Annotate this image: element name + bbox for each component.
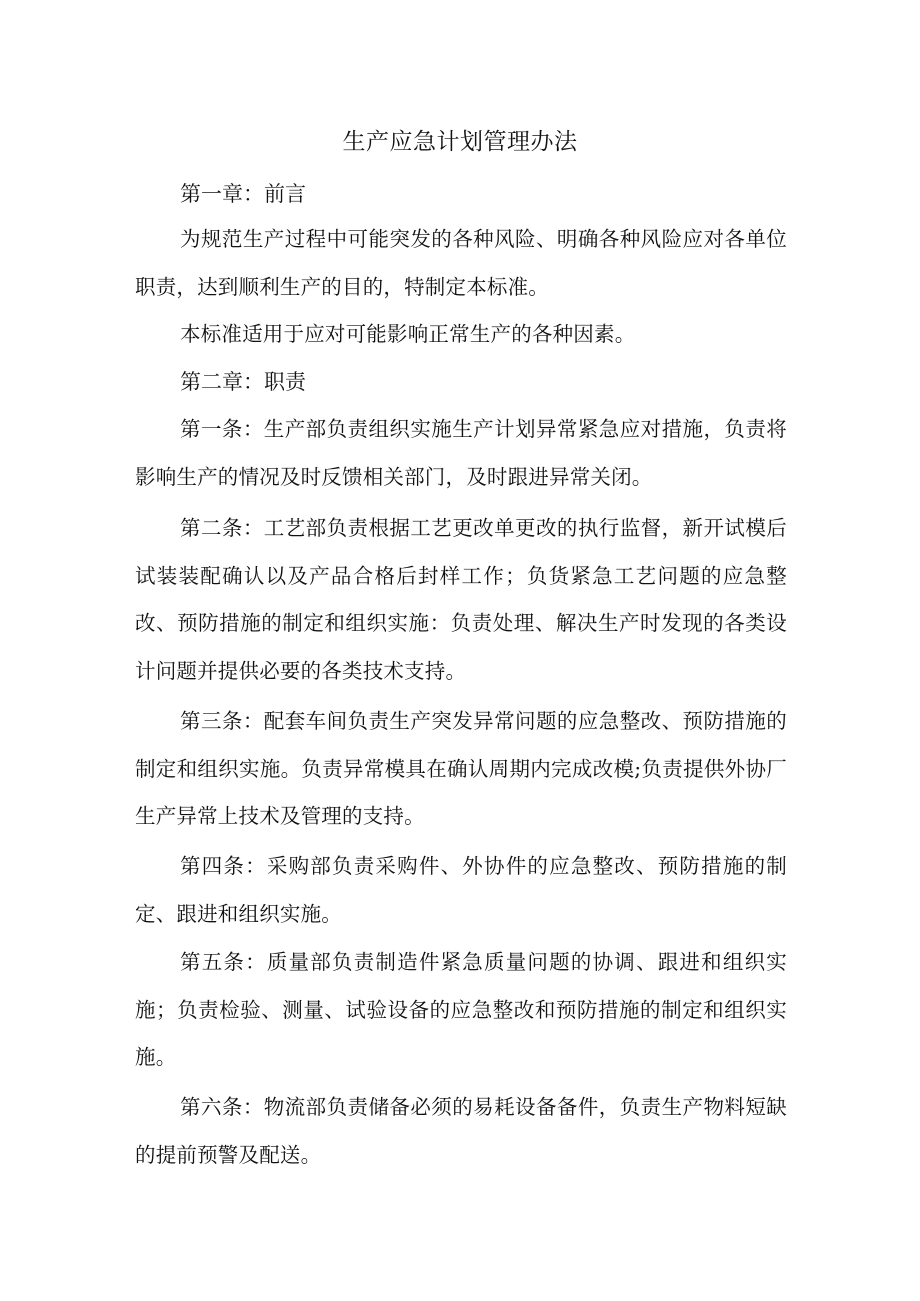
article-5: 第五条：质量部负责制造件紧急质量问题的协调、跟进和组织实施；负责检验、测量、试验设备的应急整改和预防措施的制定和组织实施。	[135, 950, 787, 1069]
chapter-2-heading: 第二章：职责	[180, 370, 306, 394]
article-3: 第三条：配套车间负责生产突发异常问题的应急整改、预防措施的制定和组织实施。负责异常模具在确认周期内完成改模;负责提供外协厂生产异常上技术及管理的支持。	[135, 709, 787, 828]
article-1: 第一条：生产部负责组织实施生产计划异常紧急应对措施，负责将影响生产的情况及时反馈相关部门，及时跟进异常关闭。	[135, 417, 787, 489]
article-2: 第二条：工艺部负责根据工艺更改单更改的执行监督，新开试模后试装装配确认以及产品合格后封样工作；负货紧急工艺问题的应急整改、预防措施的制定和组织实施：负责处理、解决生产时发现的各类设计问题并提供必要的各类技术支持。	[135, 516, 787, 683]
chapter-1-heading: 第一章：前言	[180, 182, 306, 206]
document-title: 生产应急计划管理办法	[342, 129, 578, 155]
chapter-1-paragraph-1: 为规范生产过程中可能突发的各种风险、明确各种风险应对各单位职责，达到顺利生产的目的，特制定本标准。	[135, 227, 787, 299]
article-4: 第四条：采购部负责采购件、外协件的应急整改、预防措施的制定、跟进和组织实施。	[135, 854, 787, 926]
article-6: 第六条：物流部负责储备必须的易耗设备备件，负责生产物料短缺的提前预警及配送。	[135, 1095, 787, 1167]
chapter-1-paragraph-2: 本标准适用于应对可能影响正常生产的各种因素。	[180, 322, 636, 346]
